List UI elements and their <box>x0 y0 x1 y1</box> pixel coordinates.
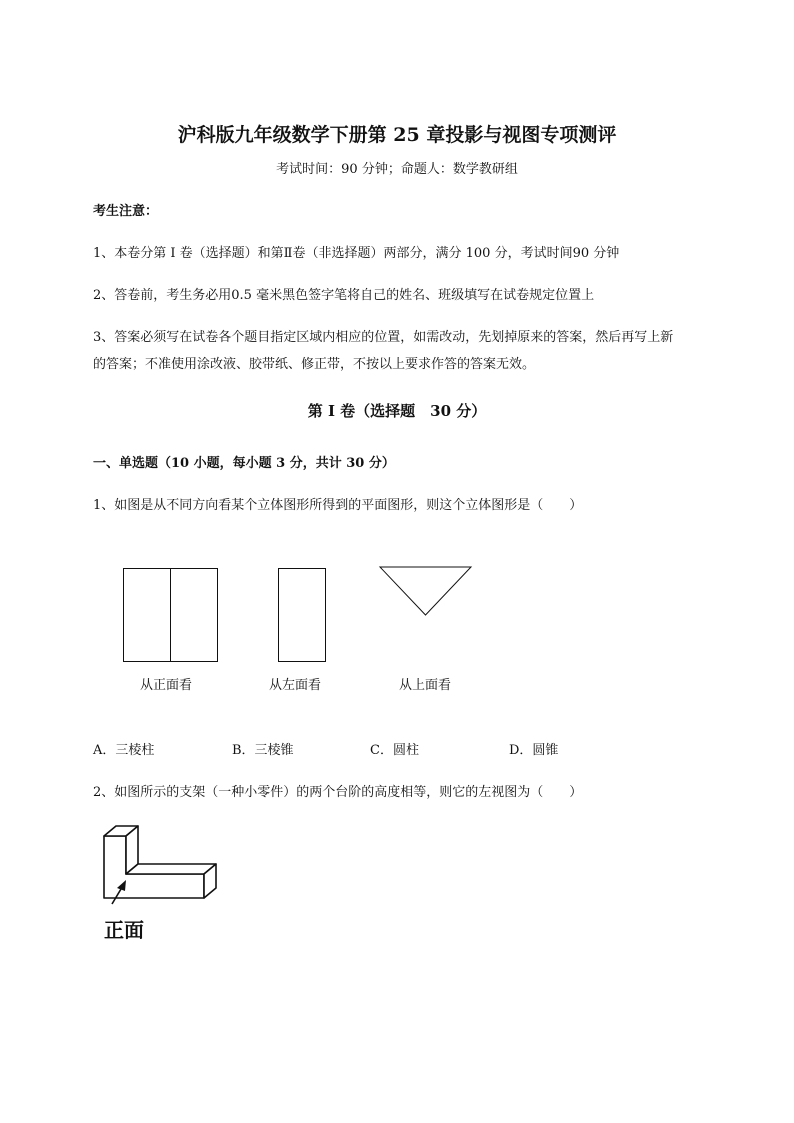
section-title: 第 I 卷（选择题 30 分） <box>307 402 487 420</box>
top-view-figure <box>379 566 473 616</box>
bracket-figure <box>100 822 220 922</box>
note-item-3-cont: 的答案；不准使用涂改液、胶带纸、修正带，不按以上要求作答的答案无效。 <box>93 357 536 372</box>
note-item-2: 2、答卷前，考生务必用0.5 毫米黑色签字笔将自己的姓名、班级填写在试卷规定位置上 <box>93 288 595 303</box>
exam-info: 考试时间：90 分钟；命题人：数学教研组 <box>276 162 518 177</box>
option-a: A．三棱柱 <box>93 743 155 758</box>
notes-heading: 考生注意： <box>93 204 159 219</box>
part-heading: 一、单选题（10 小题，每小题 3 分，共计 30 分） <box>93 456 395 471</box>
caption-left-view: 从左面看 <box>269 678 322 693</box>
caption-front-view: 从正面看 <box>140 678 193 693</box>
note-item-3: 3、答案必须写在试卷各个题目指定区域内相应的位置，如需改动，先划掉原来的答案，然后再写上新 <box>93 330 674 345</box>
option-b: B．三棱锥 <box>232 743 294 758</box>
front-view-figure <box>123 568 218 662</box>
left-view-figure <box>278 568 326 662</box>
page-title: 沪科版九年级数学下册第 25 章投影与视图专项测评 <box>177 124 617 146</box>
option-c: C．圆柱 <box>370 743 419 758</box>
note-item-1: 1、本卷分第 I 卷（选择题）和第Ⅱ卷（非选择题）两部分，满分 100 分，考试时间90 分钟 <box>93 246 620 261</box>
question-2-stem: 2、如图所示的支架（一种小零件）的两个台阶的高度相等，则它的左视图为（ ） <box>93 785 583 800</box>
front-label: 正面 <box>104 918 144 942</box>
caption-top-view: 从上面看 <box>399 678 452 693</box>
question-1-stem: 1、如图是从不同方向看某个立体图形所得到的平面图形，则这个立体图形是（ ） <box>93 498 583 513</box>
option-d: D．圆锥 <box>509 743 559 758</box>
